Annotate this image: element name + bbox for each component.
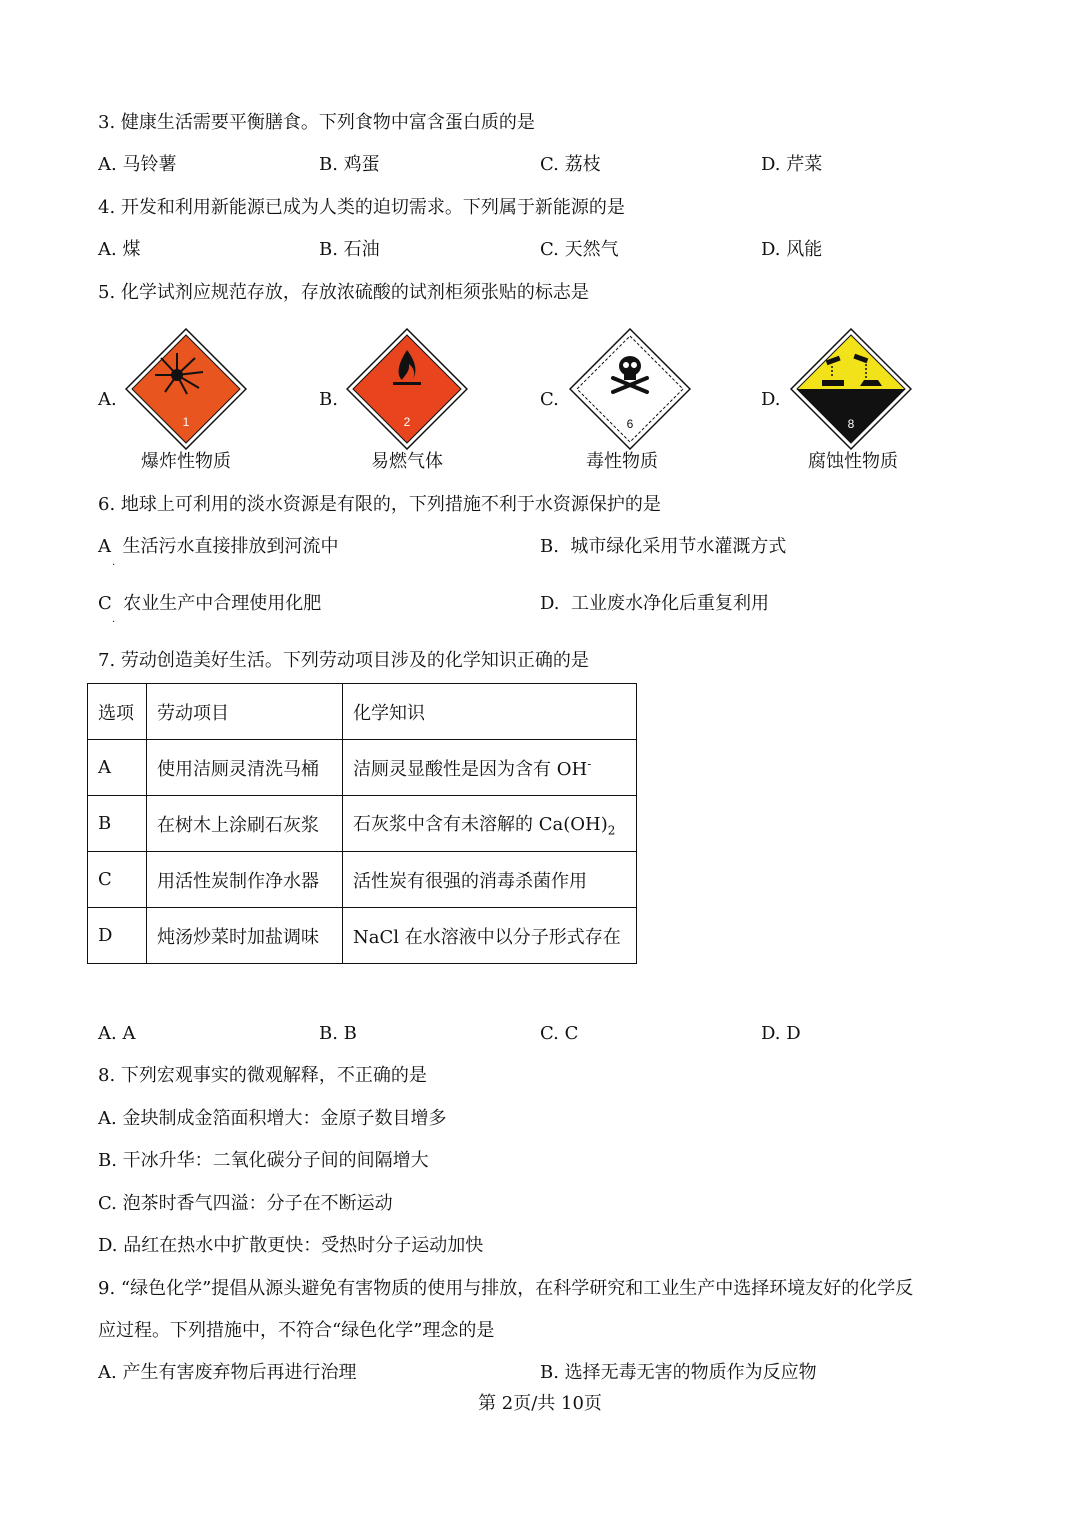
- dot-mark: ·: [112, 560, 116, 571]
- question-8-stem: 8. 下列宏观事实的微观解释，不正确的是: [98, 1065, 427, 1086]
- q5-option-c-letter[interactable]: C.: [540, 389, 559, 410]
- table-row: [88, 908, 637, 964]
- q6-option-d[interactable]: [540, 592, 769, 616]
- table-row: [88, 796, 637, 852]
- q6-option-d-text: 工业废水净化后重复利用: [570, 593, 769, 614]
- q7-option-b[interactable]: B. B: [319, 1023, 357, 1044]
- toxic-hazard-sign[interactable]: [569, 328, 691, 450]
- q8-option-d[interactable]: D. 品红在热水中扩散更快：受热时分子运动加快: [98, 1235, 484, 1256]
- flammable-caption: 易燃气体: [371, 451, 443, 472]
- table-cell-knowledge: [343, 740, 637, 796]
- table-cell-knowledge: 活性炭有很强的消毒杀菌作用: [343, 852, 637, 908]
- explosive-sign-number: 1: [182, 415, 190, 429]
- toxic-sign-number: 6: [626, 417, 634, 431]
- q5-option-d-letter[interactable]: D.: [761, 389, 781, 410]
- table-cell-task: 使用洁厕灵清洗马桶: [147, 740, 343, 796]
- table-cell-option: B: [88, 796, 147, 852]
- table-cell-task: 炖汤炒菜时加盐调味: [147, 908, 343, 964]
- q6-option-c-letter: C: [98, 593, 112, 614]
- subscript: 2: [607, 823, 616, 838]
- question-4-stem: 4. 开发和利用新能源已成为人类的迫切需求。下列属于新能源的是: [98, 197, 625, 218]
- q8-option-c[interactable]: C. 泡茶时香气四溢：分子在不断运动: [98, 1193, 393, 1214]
- q7-option-c[interactable]: C. C: [540, 1023, 579, 1044]
- q4-option-a[interactable]: A. 煤: [98, 239, 141, 260]
- table-row: [88, 740, 637, 796]
- knowledge-text: 石灰浆中含有未溶解的 Ca(OH): [353, 813, 608, 835]
- dot-mark: ·: [112, 617, 116, 628]
- q6-option-b[interactable]: [540, 535, 786, 559]
- table-cell-option: C: [88, 852, 147, 908]
- table-cell-option: D: [88, 908, 147, 964]
- q6-option-b-text: 城市绿化采用节水灌溉方式: [570, 536, 787, 557]
- flammable-sign-number: 2: [403, 415, 411, 429]
- q5-option-a-letter[interactable]: A.: [98, 389, 117, 410]
- table-cell-task: 在树木上涂刷石灰浆: [147, 796, 343, 852]
- q4-option-d[interactable]: D. 风能: [761, 239, 823, 260]
- q6-option-b-letter: B.: [540, 536, 559, 557]
- corrosive-sign-number: 8: [847, 417, 855, 431]
- q3-option-b[interactable]: B. 鸡蛋: [319, 154, 380, 175]
- q3-option-d[interactable]: D. 芹菜: [761, 154, 823, 175]
- flammable-gas-sign[interactable]: [346, 328, 468, 450]
- table-header-knowledge: 化学知识: [343, 684, 637, 740]
- explosive-hazard-sign[interactable]: [125, 328, 247, 450]
- q4-option-b[interactable]: B. 石油: [319, 239, 380, 260]
- table-cell-knowledge: [343, 796, 637, 852]
- explosive-caption: 爆炸性物质: [141, 451, 231, 472]
- table-cell-task: 用活性炭制作净水器: [147, 852, 343, 908]
- table-row: [88, 852, 637, 908]
- q6-option-d-letter: D.: [540, 593, 560, 614]
- q6-option-a[interactable]: [98, 535, 338, 559]
- question-7-stem: 7. 劳动创造美好生活。下列劳动项目涉及的化学知识正确的是: [98, 650, 589, 671]
- q7-table: [87, 683, 637, 964]
- table-cell-knowledge: NaCl 在水溶液中以分子形式存在: [343, 908, 637, 964]
- q6-option-a-letter: A: [98, 536, 111, 557]
- q9-option-a[interactable]: A. 产生有害废弃物后再进行治理: [98, 1362, 357, 1383]
- toxic-caption: 毒性物质: [586, 451, 658, 472]
- q7-option-a[interactable]: A. A: [98, 1023, 136, 1044]
- q6-option-c[interactable]: [98, 592, 321, 616]
- question-5-stem: 5. 化学试剂应规范存放，存放浓硫酸的试剂柜须张贴的标志是: [98, 282, 589, 303]
- question-6-stem: 6. 地球上可利用的淡水资源是有限的，下列措施不利于水资源保护的是: [98, 494, 661, 515]
- knowledge-text: 洁厕灵显酸性是因为含有 OH: [353, 758, 588, 780]
- superscript: -: [587, 756, 592, 771]
- q4-option-c[interactable]: C. 天然气: [540, 239, 619, 260]
- q9-option-b[interactable]: B. 选择无毒无害的物质作为反应物: [540, 1362, 817, 1383]
- question-9-stem-line1: 9. “绿色化学”提倡从源头避免有害物质的使用与排放，在科学研究和工业生产中选择环境友好的化学反: [98, 1278, 914, 1299]
- q6-option-c-text: 农业生产中合理使用化肥: [123, 593, 322, 614]
- corrosive-hazard-sign[interactable]: [790, 328, 912, 450]
- table-header-option: 选项: [88, 684, 147, 740]
- question-9-stem-line2: 应过程。下列措施中，不符合“绿色化学”理念的是: [98, 1320, 495, 1341]
- q3-option-c[interactable]: C. 荔枝: [540, 154, 601, 175]
- q3-option-a[interactable]: A. 马铃薯: [98, 154, 177, 175]
- table-cell-option: A: [88, 740, 147, 796]
- table-header-task: 劳动项目: [147, 684, 343, 740]
- table-header-row: [88, 684, 637, 740]
- q7-option-d[interactable]: D. D: [761, 1023, 801, 1044]
- q5-option-b-letter[interactable]: B.: [319, 389, 338, 410]
- page-number-footer: 第 2页/共 10页: [478, 1393, 602, 1414]
- q8-option-b[interactable]: B. 干冰升华：二氧化碳分子间的间隔增大: [98, 1150, 429, 1171]
- q6-option-a-text: 生活污水直接排放到河流中: [122, 536, 339, 557]
- question-3-stem: 3. 健康生活需要平衡膳食。下列食物中富含蛋白质的是: [98, 112, 535, 133]
- q8-option-a[interactable]: A. 金块制成金箔面积增大：金原子数目增多: [98, 1108, 447, 1129]
- corrosive-caption: 腐蚀性物质: [808, 451, 898, 472]
